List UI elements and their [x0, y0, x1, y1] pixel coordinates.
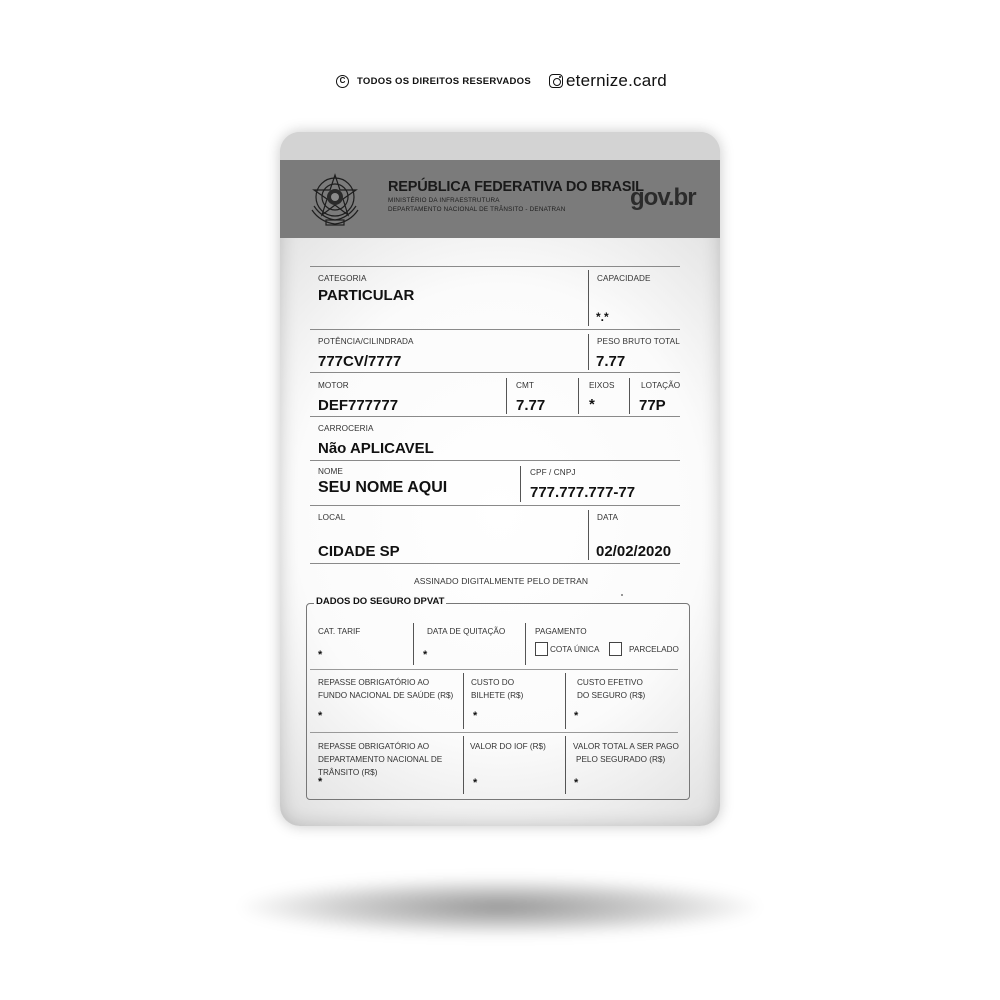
capacidade-label: CAPACIDADE — [597, 274, 651, 283]
valor-total-label-1: VALOR TOTAL A SER PAGO — [573, 742, 679, 751]
data-value: 02/02/2020 — [596, 543, 672, 560]
divider — [310, 505, 680, 506]
department-subtitle: DEPARTAMENTO NACIONAL DE TRÂNSITO - DENATRAN — [388, 206, 566, 213]
repasse-saude-label-1: REPASSE OBRIGATÓRIO AO — [318, 678, 430, 687]
ministry-subtitle: MINISTÉRIO DA INFRAESTRUTURA — [388, 197, 500, 204]
cpf-value: 777.777.777-77 — [530, 484, 636, 501]
divider — [588, 334, 589, 370]
divider — [578, 378, 579, 414]
motor-value: DEF777777 — [318, 397, 399, 414]
dpvat-title: DADOS DO SEGURO DPVAT — [316, 596, 445, 607]
nome-label: NOME — [318, 467, 343, 476]
govbr-logo: gov.br — [630, 184, 696, 211]
pagamento-label: PAGAMENTO — [535, 627, 587, 636]
divider — [525, 623, 526, 665]
signed-notice: ASSINADO DIGITALMENTE PELO DETRAN — [414, 576, 589, 586]
potencia-label: POTÊNCIA/CILINDRADA — [318, 337, 414, 346]
repasse-transito-label-1: REPASSE OBRIGATÓRIO AO — [318, 742, 430, 751]
eixos-value: * — [589, 396, 595, 413]
motor-label: MOTOR — [318, 381, 349, 390]
data-quitacao-value: * — [423, 649, 428, 661]
cat-tarif-value: * — [318, 649, 323, 661]
divider — [310, 416, 680, 417]
cota-unica-checkbox[interactable] — [535, 642, 548, 656]
parcelado-checkbox[interactable] — [609, 642, 622, 656]
card-shadow — [240, 878, 760, 936]
nome-value: SEU NOME AQUI — [318, 479, 448, 496]
brazil-coat-of-arms-icon — [304, 170, 366, 230]
valor-iof-label: VALOR DO IOF (R$) — [470, 742, 546, 751]
carroceria-value: Não APLICAVEL — [318, 440, 434, 457]
carroceria-label: CARROCERIA — [318, 424, 374, 433]
repasse-transito-value: * — [318, 776, 323, 788]
eixos-label: EIXOS — [589, 381, 615, 390]
capacidade-value: *.* — [596, 310, 609, 324]
cat-tarif-label: CAT. TARIF — [318, 627, 361, 636]
peso-label: PESO BRUTO TOTAL — [597, 337, 680, 346]
parcelado-label: PARCELADO — [629, 645, 679, 654]
header-top-band — [280, 132, 720, 160]
data-quitacao-label: DATA DE QUITAÇÃO — [427, 627, 506, 636]
divider — [463, 736, 464, 794]
lotacao-label: LOTAÇÃO — [641, 381, 681, 390]
vehicle-document-card — [280, 132, 720, 826]
divider — [629, 378, 630, 414]
peso-value: 7.77 — [596, 353, 626, 370]
divider — [310, 329, 680, 330]
divider — [565, 736, 566, 794]
lotacao-value: 77P — [639, 397, 666, 414]
repasse-transito-label-2: DEPARTAMENTO NACIONAL DE — [318, 755, 443, 764]
divider — [588, 510, 589, 560]
rights-text: TODOS OS DIREITOS RESERVADOS — [357, 76, 531, 87]
custo-seguro-label-1: CUSTO EFETIVO — [577, 678, 643, 687]
custo-bilhete-label-1: CUSTO DO — [471, 678, 515, 687]
document-header — [280, 160, 720, 238]
divider — [310, 563, 680, 564]
divider — [520, 466, 521, 502]
categoria-value: PARTICULAR — [318, 287, 415, 304]
local-value: CIDADE SP — [318, 543, 400, 560]
cmt-value: 7.77 — [516, 397, 546, 414]
data-label: DATA — [597, 513, 619, 522]
repasse-saude-value: * — [318, 710, 323, 722]
cpf-label: CPF / CNPJ — [530, 468, 576, 477]
valor-total-label-2: PELO SEGURADO (R$) — [576, 755, 666, 764]
custo-bilhete-value: * — [473, 710, 478, 722]
instagram-icon — [549, 74, 563, 88]
divider — [310, 732, 678, 733]
repasse-transito-label-3: TRÂNSITO (R$) — [318, 768, 378, 777]
divider — [310, 460, 680, 461]
divider — [310, 372, 680, 373]
cota-unica-label: COTA ÚNICA — [550, 645, 600, 654]
cmt-label: CMT — [516, 381, 535, 390]
divider — [310, 266, 680, 267]
valor-total-value: * — [574, 777, 579, 789]
divider — [588, 270, 589, 326]
divider — [506, 378, 507, 414]
divider — [413, 623, 414, 665]
instagram-handle: eternize.card — [566, 71, 667, 90]
repasse-saude-label-2: FUNDO NACIONAL DE SAÚDE (R$) — [318, 691, 454, 700]
potencia-value: 777CV/7777 — [318, 353, 402, 370]
local-label: LOCAL — [318, 513, 346, 522]
divider — [463, 673, 464, 729]
divider — [565, 673, 566, 729]
copyright-icon: C — [336, 75, 349, 88]
custo-seguro-value: * — [574, 710, 579, 722]
divider — [310, 669, 678, 670]
custo-seguro-label-2: DO SEGURO (R$) — [577, 691, 646, 700]
mark-dot — [621, 594, 623, 596]
copyright-notice — [0, 72, 1000, 92]
categoria-label: CATEGORIA — [318, 274, 367, 283]
country-title: REPÚBLICA FEDERATIVA DO BRASIL — [388, 179, 644, 195]
custo-bilhete-label-2: BILHETE (R$) — [471, 691, 524, 700]
valor-iof-value: * — [473, 777, 478, 789]
